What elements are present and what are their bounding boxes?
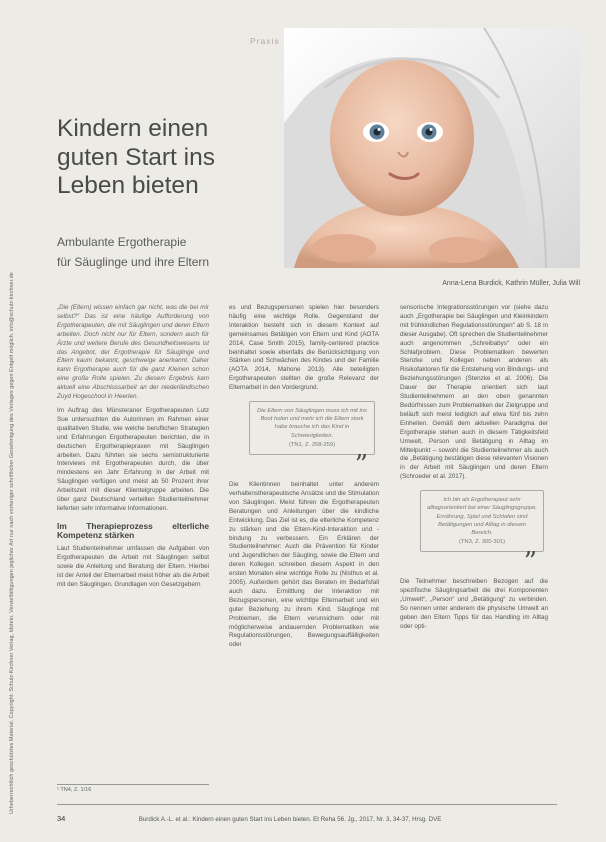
page-number: 34 <box>57 814 66 823</box>
quote-text: Die Eltern von Säuglingen muss ich mit ins Boot holen und mehr ich die Eltern stark habe brauche ich das Kind in Schwierigkeiten. <box>257 408 367 439</box>
section-kicker: Praxis <box>250 36 280 46</box>
pull-quote <box>249 401 375 481</box>
subtitle-line: für Säuglinge und ihre Eltern <box>57 255 210 269</box>
quote-source: (TN1, Z. 258-259) <box>288 441 336 448</box>
baby-photo <box>284 28 580 268</box>
article-title <box>57 115 287 201</box>
title-line: Leben bieten <box>57 172 199 199</box>
quote-mark-icon: ” <box>354 450 368 481</box>
quote-mark-icon: ” <box>523 547 537 578</box>
citation-line: Burdick A.-L. et al.: Kindern einen guten Start ins Leben bieten. Et Reha 56. Jg., 2017, Nr. 3, 34-37, Hrsg. DVE <box>138 816 442 823</box>
quote-source: (TN3, Z. 300-301) <box>458 539 506 546</box>
copyright-margin-note: Urheberrechtlich geschütztes Material. Copyright: Schulz-Kirchner Verlag, Idstein. Vervielfältigungen jeglicher Art nur nach vorheriger schriftlicher Genehmigung des Verlages gegen Entgelt möglich. info@schulz-kirchner.de <box>9 272 15 814</box>
title-line: guten Start ins <box>57 143 215 171</box>
footnote: ¹ TN4, Z. 1/16 <box>57 784 209 793</box>
title-line: Kindern einen <box>57 115 209 142</box>
page-footer <box>57 814 557 823</box>
intro-paragraph: „Die (Eltern) wissen einfach gar nicht, was die bei mir selbst?“ Das ist eine häufige Aufforderung von Ergotherapeuten, die mit Säuglingen und deren Eltern arbeiten. Doch nicht nur für Eltern, sondern auch für Ärzte und weitere Berufe des Gesundheitswesens ist das Angebot, der Ergotherapie für Säuglinge und Eltern kaum bekannt, geschweige anerkannt. Daher kann Ergotherapie auch für die ganz Kleinen schon eine große Rolle spielen. Zu diesem Ergebnis kam aktuell eine Abschlussarbeit an der niederländischen Zuyd Hogeschool in Heerlen. <box>57 304 209 401</box>
column-2 <box>229 304 379 655</box>
body-paragraph: es und Bezugspersonen spielen hier besonders häufig eine wichtige Rolle. Gegenstand der Interaktion besteht sich in diesem Kontext auf gemeinsames Betätigen von Eltern und Kind (AOTA 2014, Case Smith 2015), family-centered practice beinhaltet sowie ebenfalls die Berücksichtigung von Stärken und Schwächen des Kindes und der Familie (AOTA 2014, Mahone 2013). Alle beteiligten Ergotherapeuten stellten die große Relevanz der Elternarbeit in den Vordergrund. <box>229 304 379 392</box>
body-paragraph: Im Auftrag des Münsteraner Ergotherapeuten Lutz Sue untersuchten die Autorinnen im Rahmen einer qualitativen Studie, wie welche beruflichen Strategien und Erfahrungen Ergotherapeuten berichten, die in deutschen Ergotherapiepraxen mit Säuglingen arbeiten. Dazu führten sie sechs semistrukturierte Interviews mit Ergotherapeuten durch, die über mindestens ein Jahr Erfahrung in der Arbeit mit Säuglingen verfügen und meist ab 50 Prozent ihrer Arbeitszeit mit dieser Klientelgruppe arbeiten. Die über ganz Deutschland verteilten Studienteilnehmer lieferten sehr informative Informationen. <box>57 406 209 512</box>
baby-illustration <box>284 28 580 268</box>
body-paragraph: Die Klientinnen beinhaltet unter anderem verhaltenstherapeutische Ansätze und die Stimulation von Säuglingen. Meist führen die Ergotherapeuten Beratungen und Anleitungen über die kindliche Entwicklung. Das Ziel ist es, die elterliche Kompetenz zu stärken und die Eltern-Kind-Interaktion und -bindung zu verbessern. Ein Erklären der Studienteilnehmer: Auch die Prävention für Kinder und Jugendlichen der Säugling, sowie die Eltern und deren Kollegen schreiben diesem Aspekt in den ersten Monaten eine wichtige Rolle zu (Nisthus et al. 2005). Außerdem gehört das Beraten im Bedarfsfall auch dazu. Ermittlung der Interaktion mit Bezugspersonen, eine wichtige Elternarbeit und ein guter Beziehung zu ihrem Kind. Säuglinge mit Problemen, die Eltern verunsichern oder mit möglicherweise andauernden Problematiken wie Regulationsstörungen, Bewegungsauffälligkeiten oder <box>229 481 379 649</box>
column-1 <box>57 304 209 595</box>
footer-divider <box>57 804 557 805</box>
subtitle-line: Ambulante Ergotherapie <box>57 235 187 249</box>
author-line: Anna-Lena Burdick, Kathrin Müller, Julia Will <box>442 280 580 287</box>
body-paragraph: Laut Studienteilnehmer umfassen die Aufgaben von Ergotherapeuten die Arbeit mit Säuglingen selbst sowie die Anleitung und Beratung der Eltern. Hierbei ist der Anteil der Elternarbeit meist höher als die Arbeit mit den Säuglingen. Grundlagen von Gesetzgebern <box>57 545 209 588</box>
pull-quote <box>420 490 544 578</box>
column-3 <box>400 304 548 637</box>
quote-text: Ich bin als Ergotherapeut sehr alltagsorientiert bei einer Säuglingsgruppe, Ernährung, Spiel und Schlafen sind Betätigungen und Alltag in diesem Bereich. <box>427 497 537 536</box>
body-paragraph: Die Teilnehmer beschreiben Bezogen auf die spezifische Säuglingsarbeit die drei Komponenten „Umwelt“, „Person“ und „Betätigung“ zu verbinden. So nennen unter anderem die physische Umwelt an geben den Eltern Tipps für das Handling im Alltag oder opti- <box>400 578 548 630</box>
section-heading: Im Therapieprozess elterliche Kompetenz stärken <box>57 520 209 541</box>
article-subtitle <box>57 232 287 272</box>
body-paragraph: sensorische Integrationsstörungen vor (siehe dazu auch „Ergotherapie bei Säuglingen und Kleinkindern mit frühkindlichen Regulationsstörungen“ ab S. 18 in dieser Ausgabe). Oft sprechen die Studienteilnehmer auch angenommen „Schreibabys“ oder ein Schlafproblem. Diese Problematiken bewerten Stenzke und Kollegen neben anderen als Risikofaktoren für die Entstehung von Bindungs- und Beziehungsstörungen (Stenzke et al. 2006). Die Dauer der Therapie orientiert sich laut Studienteilnehmern an den oben genannten Bedürfnissen zum Problematiken der Zielgruppe und beläuft sich meist lediglich auf etwa fünf bis zehn Einheiten. Gemäß dem aktuellen Paradigma der Ergotherapie stehen auch in diesem Tätigkeitsfeld Umwelt, Person und Betätigung in Alltag im Mittelpunkt – sowohl die Studienteilnehmer als auch die „Betätigung bestätigen diese relevanten Visionen in der Arbeit mit Säuglingen und deren Eltern (Schroeder et al. 2017). <box>400 304 548 481</box>
